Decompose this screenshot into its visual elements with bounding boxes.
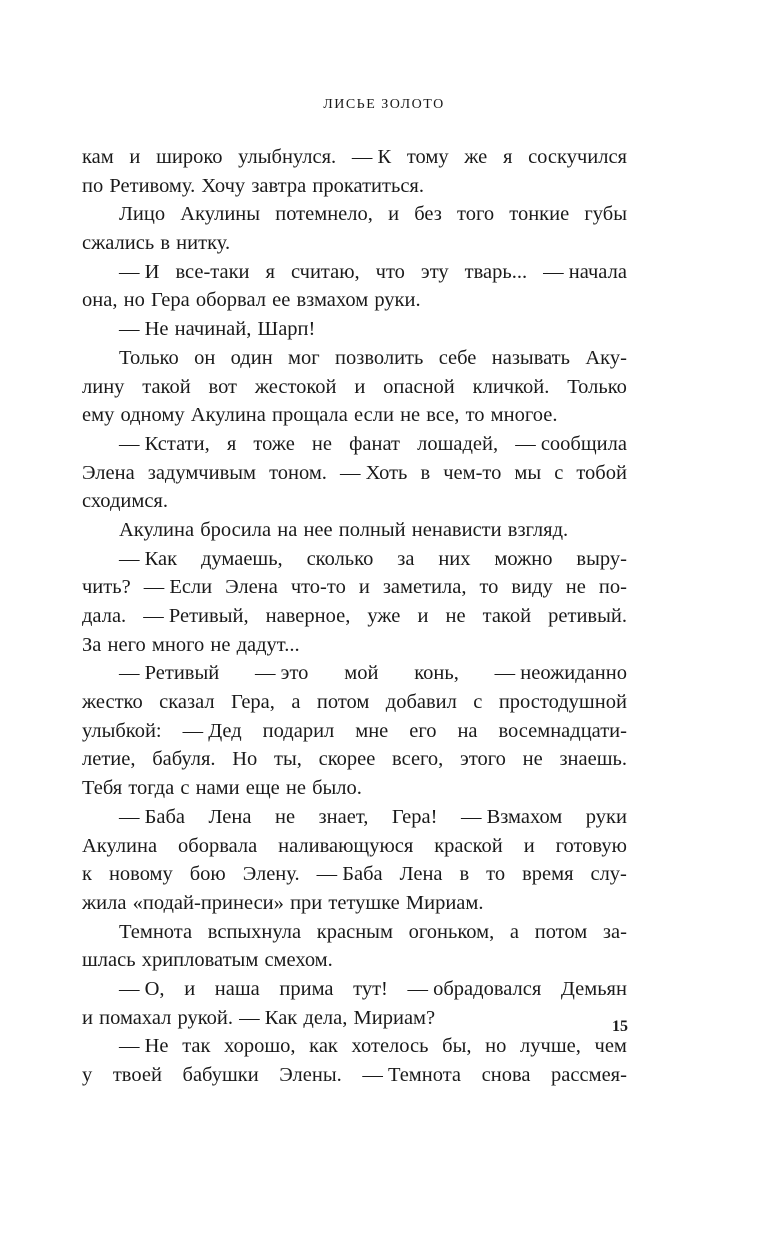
text-line: Темнота вспыхнула красным огоньком, а потом за-: [119, 920, 627, 943]
text-line: — Ретивый — это мой конь, — неожиданно: [119, 662, 627, 685]
text-line: летие, бабуля. Но ты, скорее всего, этого не знаешь.: [82, 748, 627, 771]
text-line: дала. — Ретивый, наверное, уже и не такой ретивый.: [82, 605, 627, 627]
text-line: к новому бою Элену. — Баба Лена в то время слу-: [82, 863, 627, 886]
text-line: Тебя тогда с нами еще не было.: [82, 777, 362, 800]
text-line: сжались в нитку.: [82, 232, 231, 255]
text-line: За него много не дадут...: [82, 633, 300, 656]
running-head: ЛИСЬЕ ЗОЛОТО: [323, 97, 445, 112]
text-line: — Не так хорошо, как хотелось бы, но лучше, чем: [119, 1035, 627, 1058]
text-line: у твоей бабушки Элены. — Темнота снова рассмея-: [82, 1064, 627, 1086]
text-line: чить? — Если Элена что-то и заметила, то виду не по-: [82, 576, 627, 599]
body-text: [82, 143, 627, 1090]
text-line: шлась хрипловатым смехом.: [82, 949, 333, 972]
text-line: ему одному Акулина прощала если не все, то многое.: [82, 404, 558, 427]
text-line: Лицо Акулины потемнело, и без того тонкие губы: [119, 203, 627, 226]
text-line: — И все-таки я считаю, что эту тварь... — начала: [119, 260, 627, 283]
text-line: жила «подай-принеси» при тетушке Мириам.: [82, 891, 484, 914]
text-line: — Кстати, я тоже не фанат лошадей, — сообщила: [119, 432, 627, 455]
text-line: улыбкой: — Дед подарил мне его на восемнадцати-: [82, 719, 627, 742]
text-line: — Не начинай, Шарп!: [119, 318, 316, 341]
text-line: жестко сказал Гера, а потом добавил с простодушной: [82, 691, 627, 714]
text-line: Акулина оборвала наливающуюся краской и готовую: [82, 834, 627, 857]
text-line: Только он один мог позволить себе называть Аку-: [119, 346, 627, 369]
text-line: по Ретивому. Хочу завтра прокатиться.: [82, 174, 424, 197]
text-line: и помахал рукой. — Как дела, Мириам?: [82, 1006, 436, 1029]
text-line: Акулина бросила на нее полный ненависти взгляд.: [119, 518, 569, 541]
text-line: она, но Гера оборвал ее взмахом руки.: [82, 289, 421, 312]
text-line: лину такой вот жестокой и опасной кличкой. Только: [82, 375, 627, 398]
text-line: Элена задумчивым тоном. — Хоть в чем-то мы с тобой: [82, 461, 627, 484]
text-line: — Как думаешь, сколько за них можно выру-: [119, 547, 627, 570]
page-number: 15: [612, 1018, 628, 1035]
text-line: кам и широко улыбнулся. — К тому же я соскучился: [82, 146, 627, 168]
text-line: сходимся.: [82, 490, 168, 513]
text-line: — О, и наша прима тут! — обрадовался Демьян: [119, 977, 627, 1000]
text-line: — Баба Лена не знает, Гера! — Взмахом руки: [119, 805, 627, 828]
